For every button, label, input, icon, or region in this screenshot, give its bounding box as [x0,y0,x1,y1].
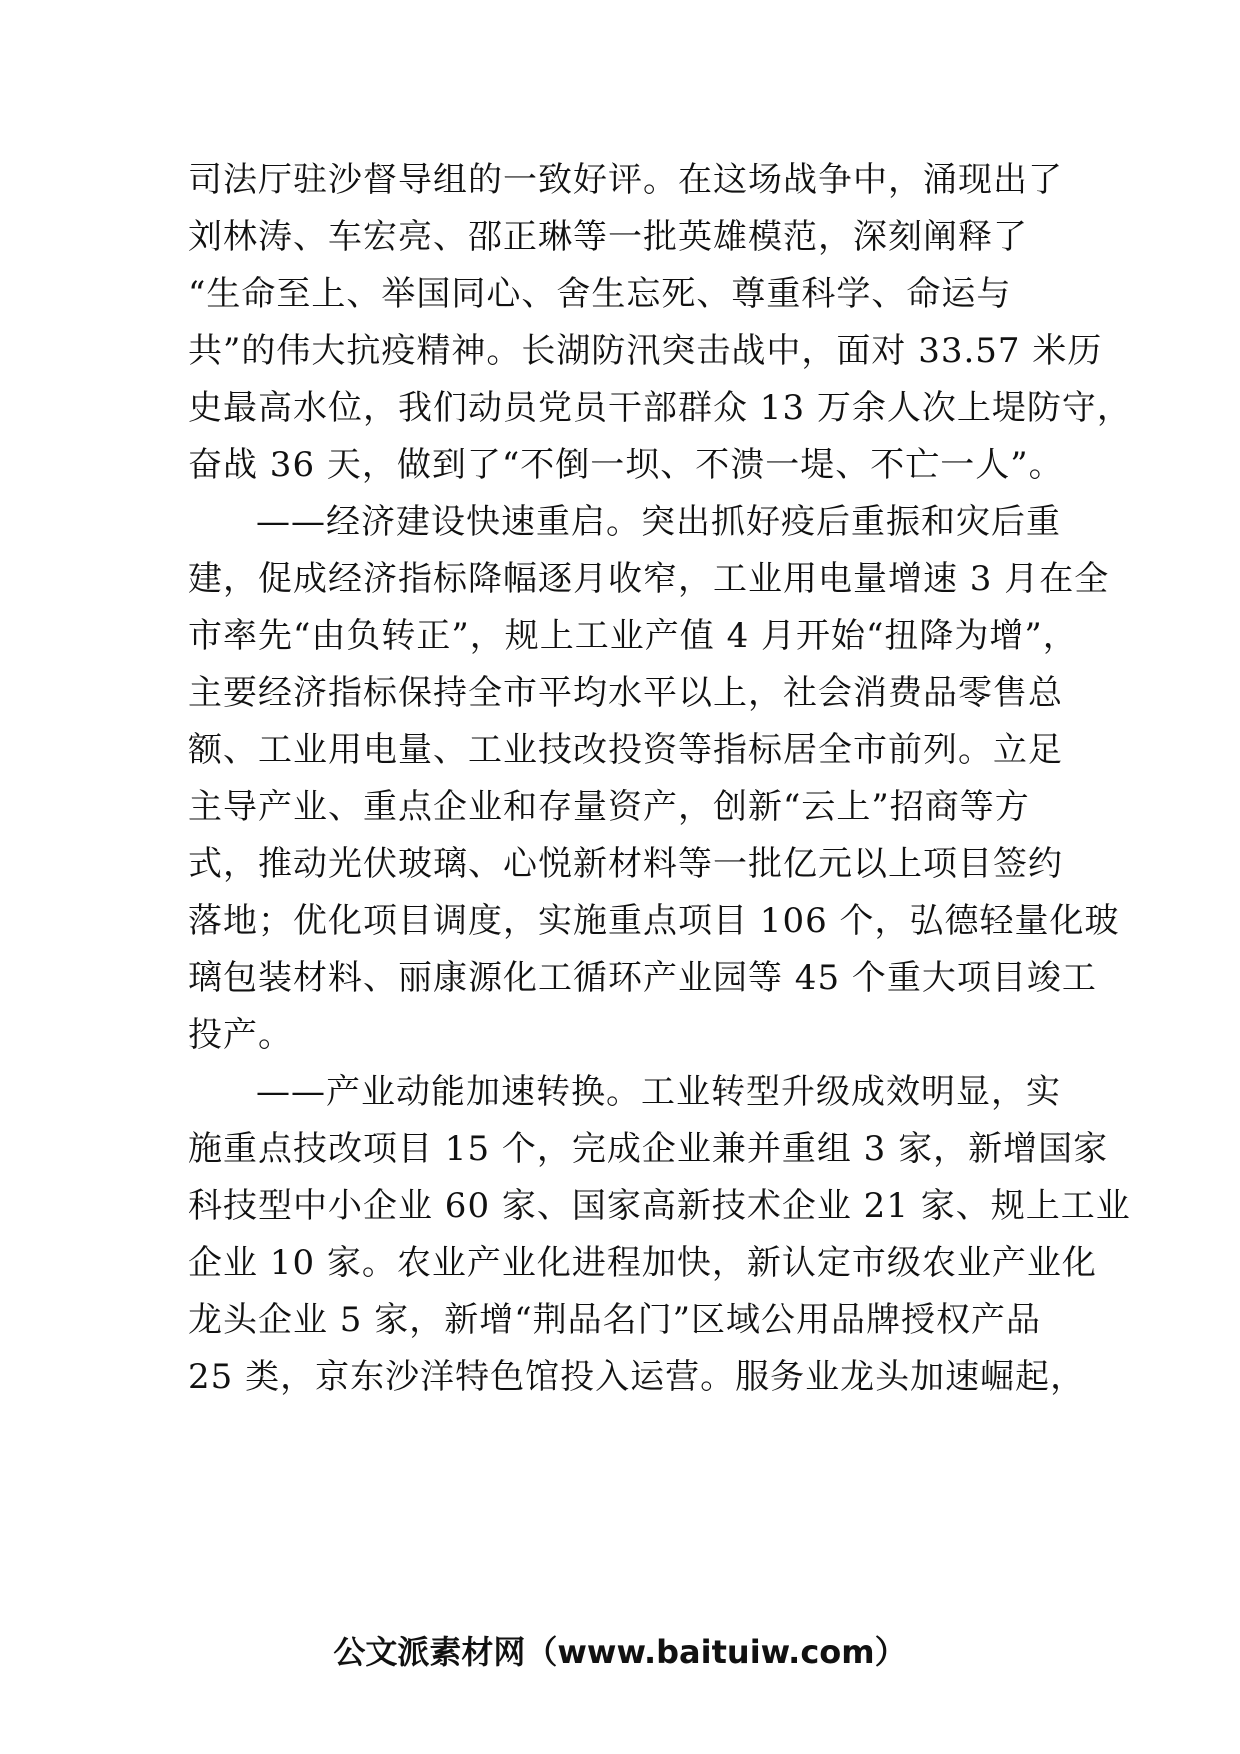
text-line: 企业 10 家。农业产业化进程加快，新认定市级农业产业化 [188,1243,1097,1283]
text-line: 25 类，京东沙洋特色馆投入运营。服务业龙头加速崛起， [188,1357,1086,1397]
text-line: 落地；优化项目调度，实施重点项目 106 个，弘德轻量化玻 [188,901,1120,941]
text-line: 共”的伟大抗疫精神。长湖防汛突击战中，面对 33.57 米历 [188,331,1103,371]
text-line: 龙头企业 5 家，新增“荆品名门”区域公用品牌授权产品 [188,1300,1042,1340]
text-line: 璃包装材料、丽康源化工循环产业园等 45 个重大项目竣工 [188,958,1097,998]
text-line: 司法厅驻沙督导组的一致好评。在这场战争中，涌现出了 [188,160,1063,200]
text-line: 式，推动光伏玻璃、心悦新材料等一批亿元以上项目签约 [188,844,1063,884]
text-line: “生命至上、举国同心、舍生忘死、尊重科学、命运与 [188,274,1012,314]
section-heading-line: ——经济建设快速重启。突出抓好疫后重振和灾后重 [256,502,1061,542]
section-heading-line: ——产业动能加速转换。工业转型升级成效明显，实 [256,1072,1061,1112]
text-line: 施重点技改项目 15 个，完成企业兼并重组 3 家，新增国家 [188,1129,1109,1169]
text-line: 科技型中小企业 60 家、国家高新技术企业 21 家、规上工业 [188,1186,1131,1226]
text-line: 市率先“由负转正”，规上工业产值 4 月开始“扭降为增”， [188,616,1078,656]
text-line: 奋战 36 天，做到了“不倒一坝、不溃一堤、不亡一人”。 [188,445,1064,485]
text-line: 史最高水位，我们动员党员干部群众 13 万余人次上堤防守， [188,388,1132,428]
text-line: 投产。 [188,1015,293,1055]
text-line: 主要经济指标保持全市平均水平以上，社会消费品零售总 [188,673,1063,713]
text-line: 主导产业、重点企业和存量资产，创新“云上”招商等方 [188,787,1030,827]
text-line: 额、工业用电量、工业技改投资等指标居全市前列。立足 [188,730,1063,770]
text-line: 刘林涛、车宏亮、邵正琳等一批英雄模范，深刻阐释了 [188,217,1028,257]
page-footer-watermark: 公文派素材网（www.baituiw.com） [333,1633,907,1671]
text-line: 建，促成经济指标降幅逐月收窄，工业用电量增速 3 月在全 [188,559,1110,599]
